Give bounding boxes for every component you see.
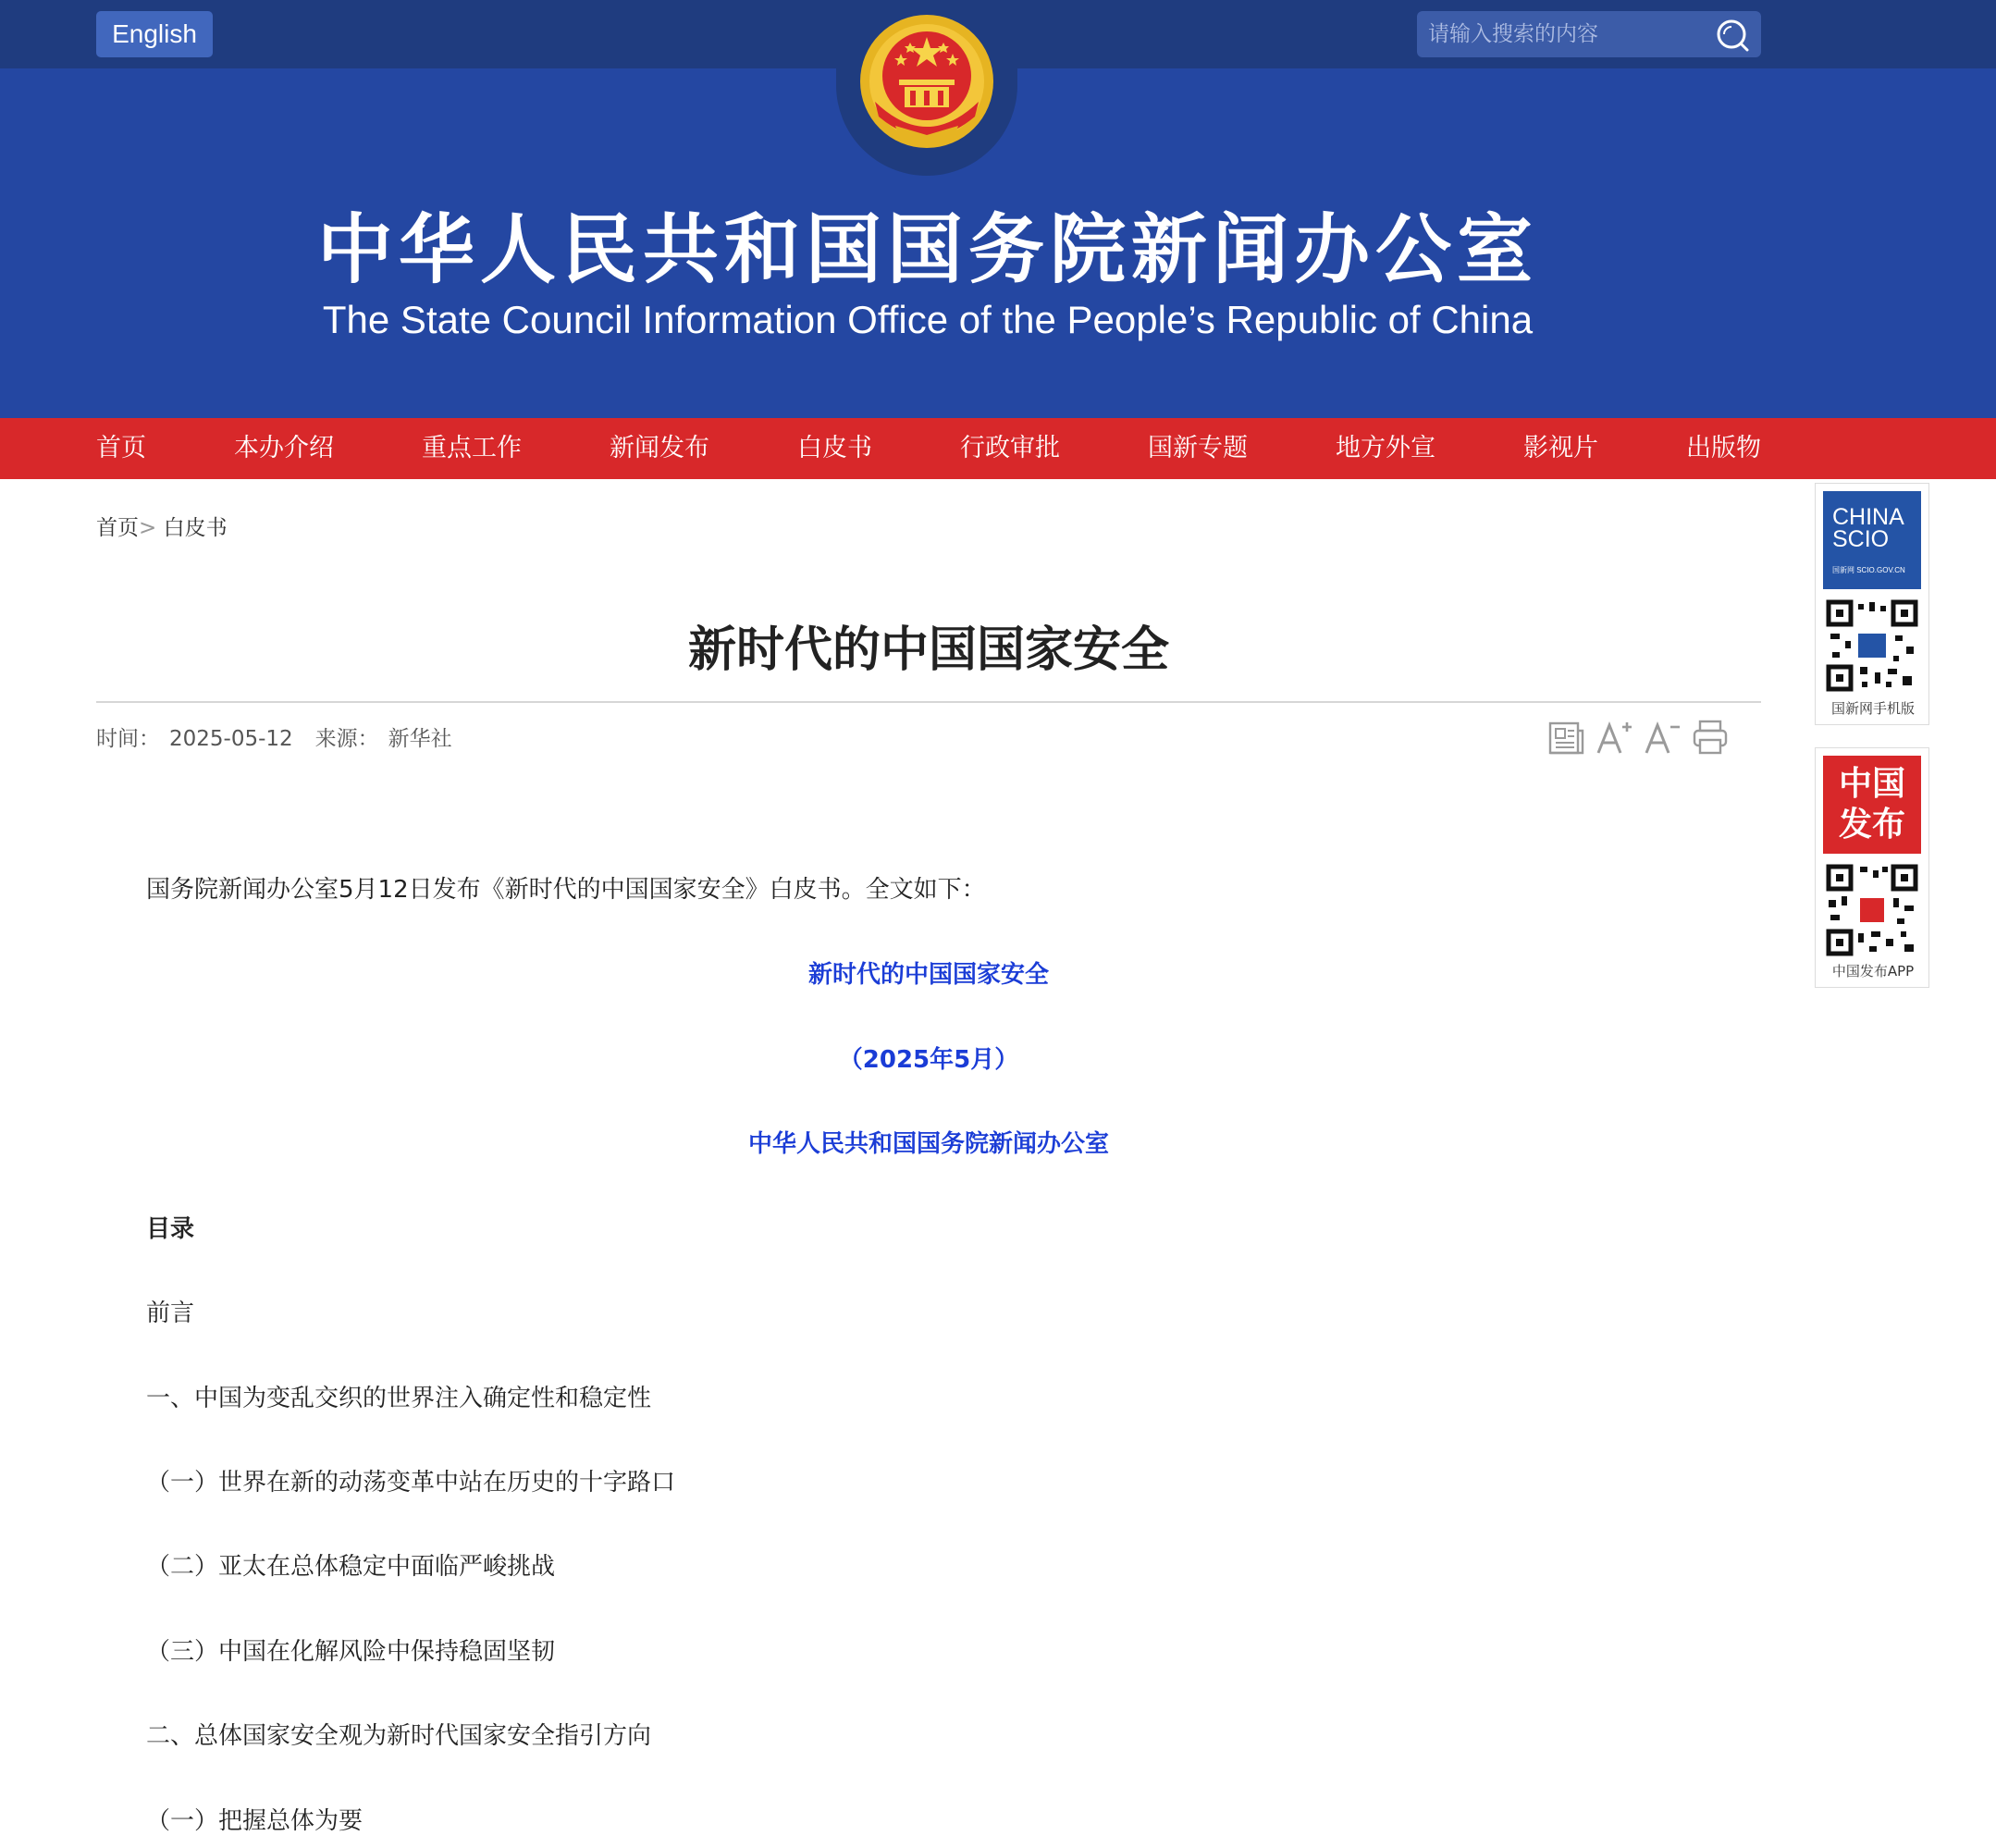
breadcrumb-separator: > [139, 516, 157, 540]
newspaper-icon[interactable] [1546, 716, 1585, 758]
font-decrease-icon[interactable] [1643, 716, 1682, 758]
time-label: 时间： [96, 727, 160, 751]
intro-paragraph: 国务院新闻办公室5月12日发布《新时代的中国国家安全》白皮书。全文如下： [146, 876, 986, 904]
national-emblem-icon [858, 13, 995, 154]
scio-mobile-label: 国新网手机版 [1830, 700, 1915, 717]
article-meta [96, 721, 462, 752]
breadcrumb-home-link[interactable]: 首页 [96, 516, 139, 540]
toc-item: （三）中国在化解风险中保持稳固坚韧 [146, 1638, 556, 1666]
china-release-app-label: 中国发布APP [1831, 963, 1915, 979]
scio-mobile-card[interactable] [1815, 483, 1929, 725]
nav-item-press-release[interactable]: 新闻发布 [610, 434, 709, 462]
article-title: 新时代的中国国家安全 [687, 622, 1169, 678]
breadcrumb [96, 511, 228, 541]
nav-item-videos[interactable]: 影视片 [1523, 434, 1598, 462]
doc-date: （2025年5月） [838, 1046, 1019, 1074]
nav-item-publications[interactable]: 出版物 [1686, 434, 1761, 462]
china-release-app-card[interactable] [1815, 747, 1929, 988]
title-divider [96, 701, 1761, 703]
toc-item: 二、总体国家安全观为新时代国家安全指引方向 [146, 1722, 652, 1750]
search-icon[interactable] [1715, 18, 1754, 52]
qr-code-icon [1825, 863, 1919, 957]
nav-item-local-publicity[interactable]: 地方外宣 [1336, 434, 1435, 462]
site-title-chinese: 中华人民共和国国务院新闻办公室 [316, 206, 1538, 294]
china-scio-logo: CHINA SCIO 国新网 SCIO.GOV.CN [1823, 491, 1921, 589]
doc-author: 中华人民共和国国务院新闻办公室 [747, 1130, 1109, 1158]
main-nav-bar [0, 418, 1996, 479]
english-language-button[interactable]: English [96, 11, 213, 57]
toc-item: （一）世界在新的动荡变革中站在历史的十字路口 [146, 1469, 676, 1497]
search-box [1417, 11, 1761, 57]
qr-code-icon [1825, 598, 1919, 693]
toc-item: 一、中国为变乱交织的世界注入确定性和稳定性 [146, 1385, 652, 1412]
site-title-english: The State Council Information Office of the People’s Republic of China [322, 298, 1534, 341]
breadcrumb-current-link[interactable]: 白皮书 [163, 516, 228, 540]
toc-heading: 目录 [146, 1215, 195, 1243]
doc-title: 新时代的中国国家安全 [807, 961, 1049, 989]
source-value: 新华社 [388, 727, 452, 751]
article-tools [1546, 716, 1731, 758]
time-value: 2025-05-12 [169, 727, 293, 751]
toc-item: （一）把握总体为要 [146, 1807, 363, 1835]
toc-item: （二）亚太在总体稳定中面临严峻挑战 [146, 1553, 556, 1581]
print-icon[interactable] [1691, 716, 1730, 758]
china-release-logo: 中国 发布 [1823, 756, 1921, 854]
source-label: 来源： [314, 727, 379, 751]
nav-item-white-papers[interactable]: 白皮书 [797, 434, 872, 462]
font-increase-icon[interactable] [1595, 716, 1633, 758]
nav-item-home[interactable]: 首页 [96, 434, 146, 462]
nav-item-about[interactable]: 本办介绍 [234, 434, 334, 462]
search-input[interactable] [1428, 11, 1706, 57]
nav-item-special-topics[interactable]: 国新专题 [1148, 434, 1248, 462]
nav-item-key-work[interactable]: 重点工作 [422, 434, 522, 462]
nav-item-admin-approval[interactable]: 行政审批 [960, 434, 1060, 462]
toc-item: 前言 [146, 1300, 195, 1327]
